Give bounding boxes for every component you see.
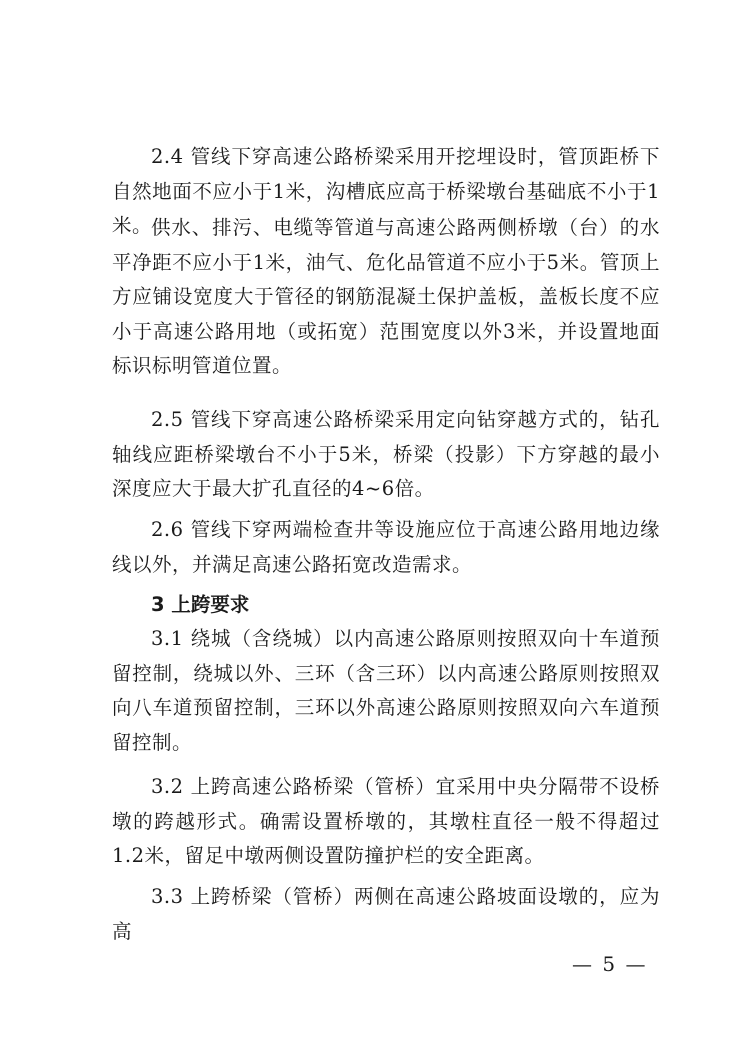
paragraph-3-1: 3.1 绕城（含绕城）以内高速公路原则按照双向十车道预留控制，绕城以外、三环（含三环）以内高速公路原则按照双向八车道预留控制，三环以外高速公路原则按照双向六车道预留控制。 bbox=[112, 627, 660, 754]
section-heading-3: 3 上跨要求 bbox=[151, 593, 250, 616]
paragraph-3-2: 3.2 上跨高速公路桥梁（管桥）宜采用中央分隔带不设桥墩的跨越形式。确需设置桥墩的，其墩柱直径一般不得超过1.2米，留足中墩两侧设置防撞护栏的安全距离。 bbox=[112, 775, 660, 868]
paragraph-2-4: 2.4 管线下穿高速公路桥梁采用开挖埋设时，管顶距桥下自然地面不应小于1米，沟槽底应高于桥梁墩台基础底不小于1米。 bbox=[112, 145, 660, 238]
paragraph-2-5: 2.5 管线下穿高速公路桥梁采用定向钻穿越方式的，钻孔轴线应距桥梁墩台不小于5米，桥梁（投影）下方穿越的最小深度应大于最大扩孔直径的4~6倍。 bbox=[112, 408, 660, 501]
page-number: — 5 — bbox=[572, 952, 648, 976]
paragraph-2-6: 2.6 管线下穿两端检查井等设施应位于高速公路用地边缘线以外，并满足高速公路拓宽改造需求。 bbox=[112, 518, 660, 576]
paragraph-2-4-continued: 供水、排污、电缆等管道与高速公路两侧桥墩（台）的水平净距不应小于1米，油气、危化品管道不应小于5米。管顶上方应铺设宽度大于管径的钢筋混凝土保护盖板，盖板长度不应小于高速公路用地（或拓宽）范围宽度以外3米，并设置地面标识标明管道位置。 bbox=[112, 216, 660, 378]
paragraph-3-3: 3.3 上跨桥梁（管桥）两侧在高速公路坡面设墩的，应为高 bbox=[112, 885, 660, 943]
